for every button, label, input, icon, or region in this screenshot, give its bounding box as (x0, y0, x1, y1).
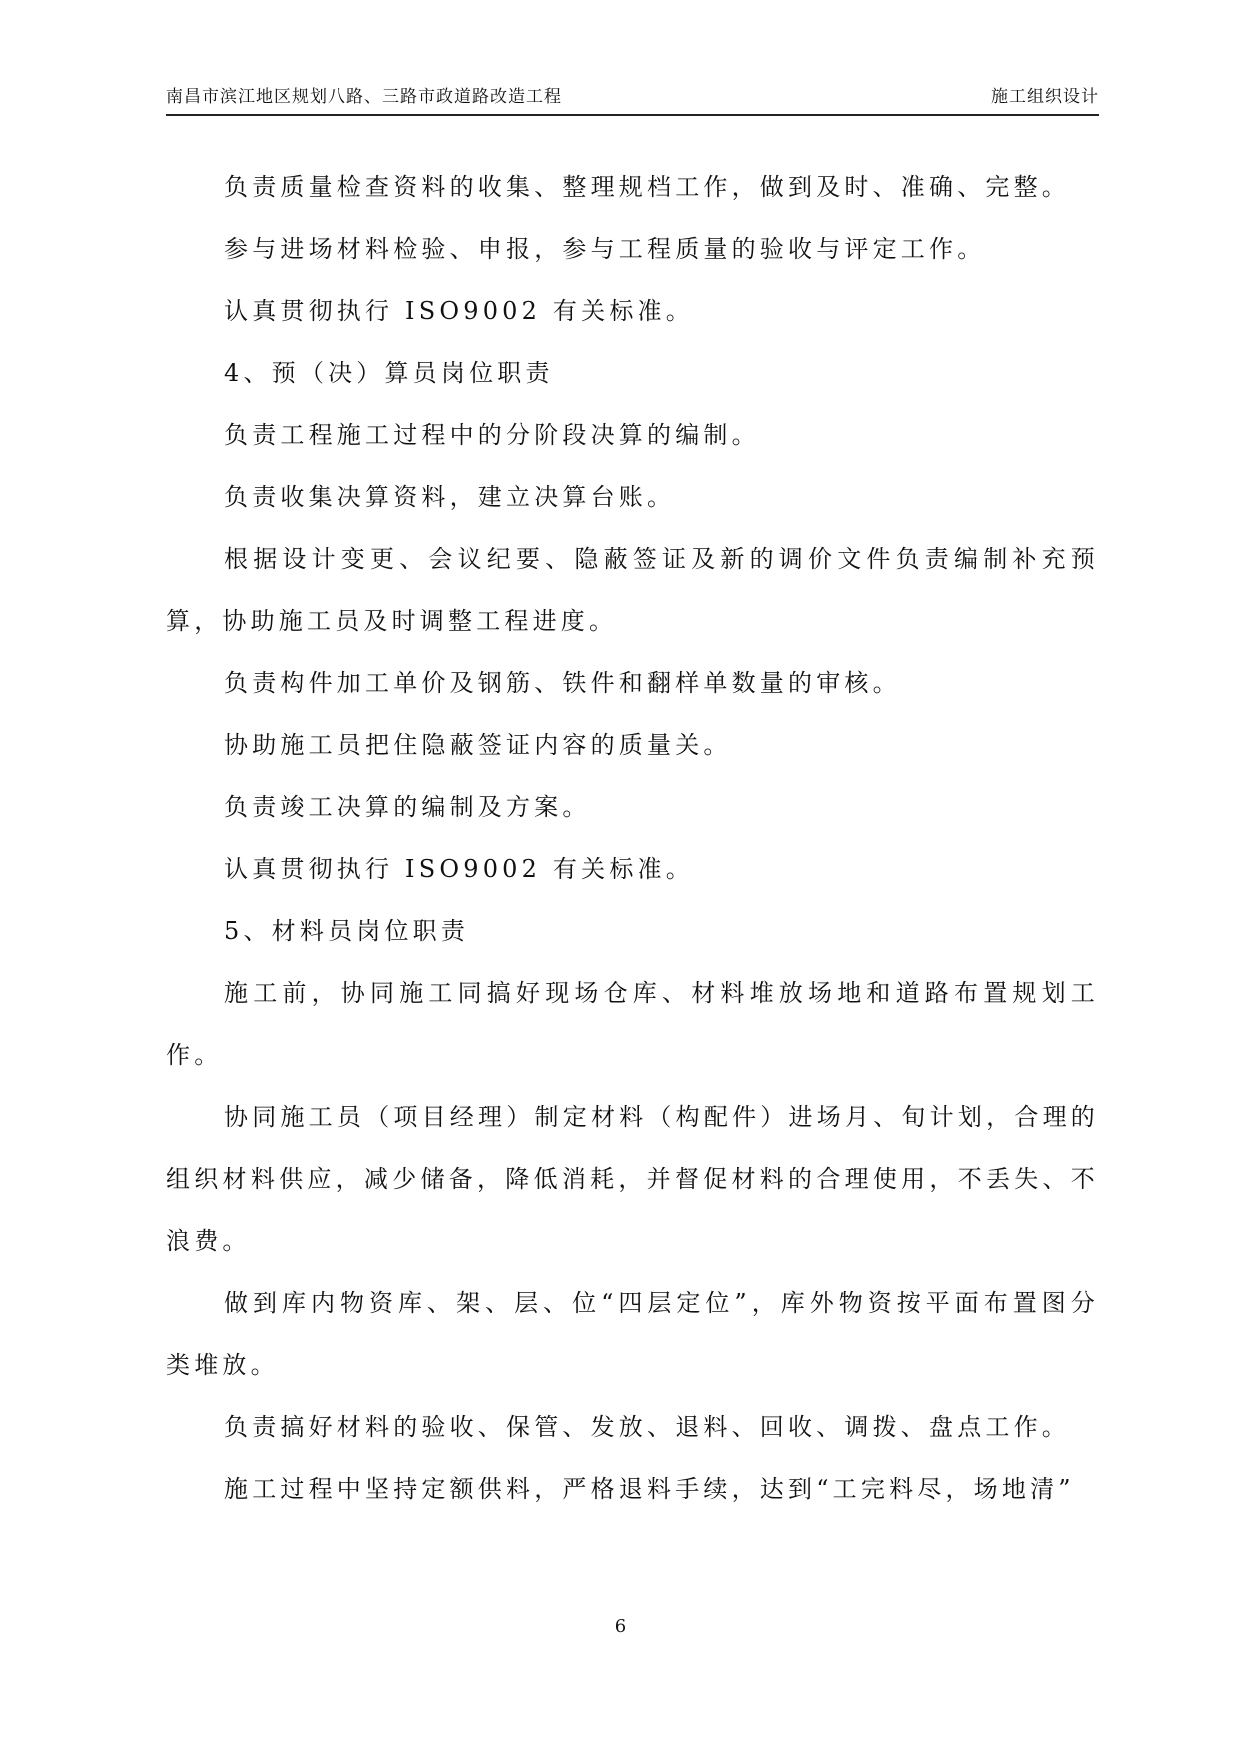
body-text (166, 156, 1099, 1520)
paragraph: 协同施工员（项目经理）制定材料（构配件）进场月、旬计划，合理的组织材料供应，减少储备，降低消耗，并督促材料的合理使用，不丢失、不浪费。 (166, 1103, 1099, 1255)
section-heading: 5、材料员岗位职责 (224, 917, 470, 945)
paragraph: 根据设计变更、会议纪要、隐蔽签证及新的调价文件负责编制补充预算，协助施工员及时调整工程进度。 (166, 545, 1099, 635)
paragraph: 认真贯彻执行 ISO9002 有关标准。 (224, 855, 694, 883)
page-number: 6 (614, 1616, 627, 1637)
header-document-type: 施工组织设计 (991, 87, 1099, 107)
paragraph: 协助施工员把住隐蔽签证内容的质量关。 (224, 731, 732, 759)
page-header (166, 86, 1099, 116)
paragraph: 施工前，协同施工同搞好现场仓库、材料堆放场地和道路布置规划工作。 (166, 979, 1099, 1069)
paragraph: 负责搞好材料的验收、保管、发放、退料、回收、调拨、盘点工作。 (224, 1413, 1070, 1441)
paragraph: 负责竣工决算的编制及方案。 (224, 793, 591, 821)
paragraph: 负责收集决算资料，建立决算台账。 (224, 483, 676, 511)
section-heading: 4、预（决）算员岗位职责 (224, 359, 554, 387)
paragraph: 负责构件加工单价及钢筋、铁件和翻样单数量的审核。 (224, 669, 901, 697)
paragraph: 认真贯彻执行 ISO9002 有关标准。 (224, 297, 694, 325)
paragraph: 施工过程中坚持定额供料，严格退料手续，达到“工完料尽，场地清” (224, 1475, 1075, 1503)
header-project-title: 南昌市滨江地区规划八路、三路市政道路改造工程 (166, 87, 562, 107)
paragraph: 做到库内物资库、架、层、位“四层定位”，库外物资按平面布置图分类堆放。 (166, 1289, 1099, 1379)
paragraph: 负责质量检查资料的收集、整理规档工作，做到及时、准确、完整。 (224, 173, 1070, 201)
paragraph: 参与进场材料检验、申报，参与工程质量的验收与评定工作。 (224, 235, 986, 263)
paragraph: 负责工程施工过程中的分阶段决算的编制。 (224, 421, 760, 449)
